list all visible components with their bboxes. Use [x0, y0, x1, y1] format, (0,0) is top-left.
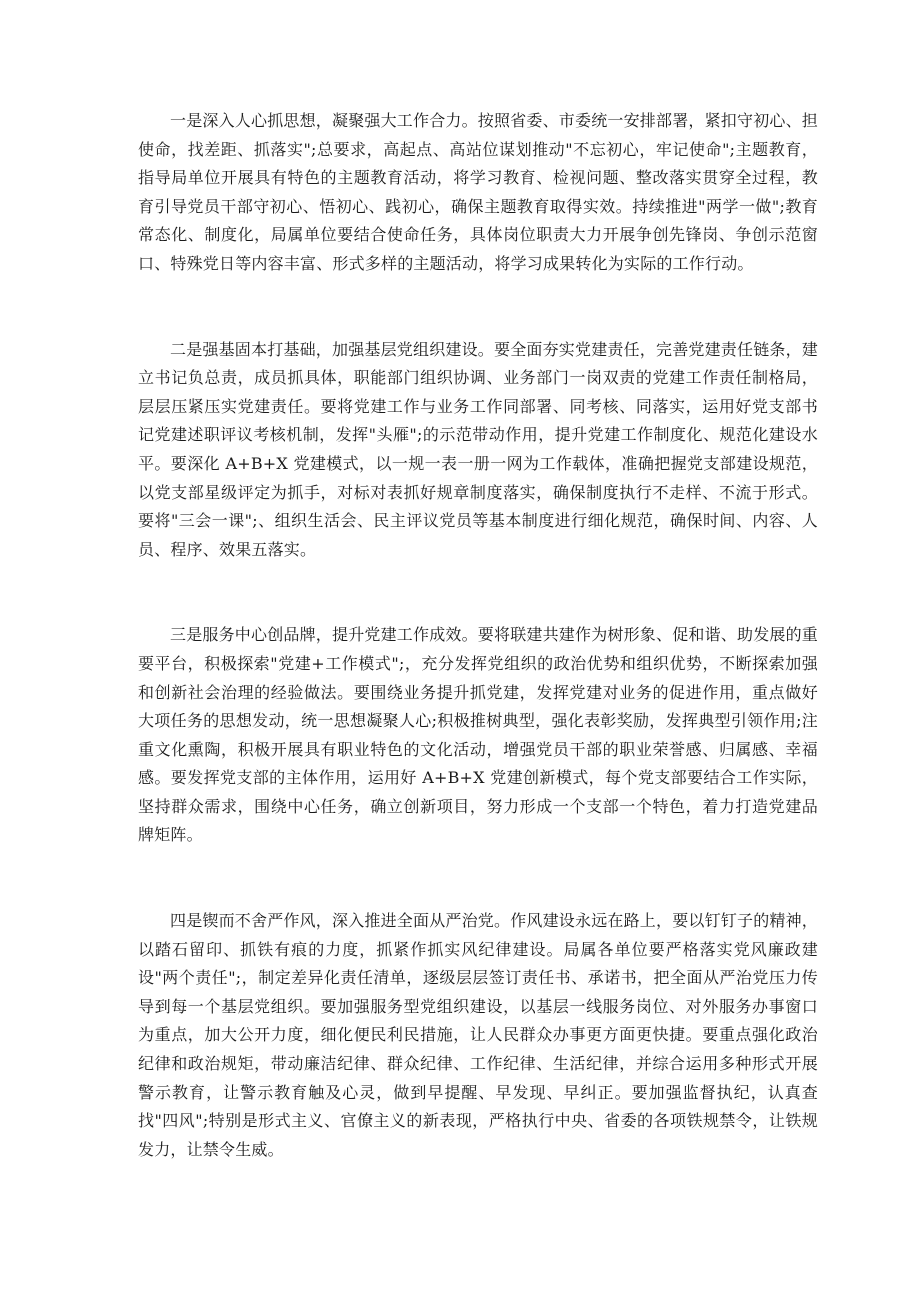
paragraph-3: 三是服务中心创品牌，提升党建工作成效。要将联建共建作为树形象、促和谐、助发展的重要平台，积极探索"党建+工作模式";，充分发挥党组织的政治优势和组织优势，不断探索加强和创新社会治理的经验做法。要围绕业务提升抓党建，发挥党建对业务的促进作用，重点做好大项任务的思想发动，统一思想凝聚人心;积极推树典型，强化表彰奖励，发挥典型引领作用;注重文化熏陶，积极开展具有职业特色的文化活动，增强党员干部的职业荣誉感、归属感、幸福感。要发挥党支部的主体作用，运用好 A+B+X 党建创新模式，每个党支部要结合工作实际，坚持群众需求，围绕中心任务，确立创新项目，努力形成一个支部一个特色，着力打造党建品牌矩阵。: [138, 625, 819, 845]
paragraph-2: 二是强基固本打基础，加强基层党组织建设。要全面夯实党建责任，完善党建责任链条，建立书记负总责，成员抓具体，职能部门组织协调、业务部门一岗双责的党建工作责任制格局，层层压紧压实党建责任。要将党建工作与业务工作同部署、同考核、同落实，运用好党支部书记党建述职评议考核机制，发挥"头雁";的示范带动作用，提升党建工作制度化、规范化建设水平。要深化 A+B+X 党建模式，以一规一表一册一网为工作载体，准确把握党支部建设规范，以党支部星级评定为抓手，对标对表抓好规章制度落实，确保制度执行不走样、不流于形式。要将"三会一课";、组织生活会、民主评议党员等基本制度进行细化规范，确保时间、内容、人员、程序、效果五落实。: [138, 339, 819, 559]
document-body: [138, 107, 818, 1164]
paragraph-1: 一是深入人心抓思想，凝聚强大工作合力。按照省委、市委统一安排部署，紧扣守初心、担使命，找差距、抓落实";总要求，高起点、高站位谋划推动"不忘初心，牢记使命";主题教育，指导局单位开展具有特色的主题教育活动，将学习教育、检视问题、整改落实贯穿全过程，教育引导党员干部守初心、悟初心、践初心，确保主题教育取得实效。持续推进"两学一做";教育常态化、制度化，局属单位要结合使命任务，具体岗位职责大力开展争创先锋岗、争创示范窗口、特殊党日等内容丰富、形式多样的主题活动，将学习成果转化为实际的工作行动。: [138, 111, 819, 273]
paragraph-4: 四是锲而不舍严作风，深入推进全面从严治党。作风建设永远在路上，要以钉钉子的精神，以踏石留印、抓铁有痕的力度，抓紧作抓实风纪律建设。局属各单位要严格落实党风廉政建设"两个责任";，制定差异化责任清单，逐级层层签订责任书、承诺书，把全面从严治党压力传导到每一个基层党组织。要加强服务型党组织建设，以基层一线服务岗位、对外服务办事窗口为重点，加大公开力度，细化便民利民措施，让人民群众办事更方面更快捷。要重点强化政治纪律和政治规矩，带动廉洁纪律、群众纪律、工作纪律、生活纪律，并综合运用多种形式开展警示教育，让警示教育触及心灵，做到早提醒、早发现、早纠正。要加强监督执纪，认真查找"四风";特别是形式主义、官僚主义的新表现，严格执行中央、省委的各项铁规禁令，让铁规发力，让禁令生威。: [138, 911, 819, 1159]
